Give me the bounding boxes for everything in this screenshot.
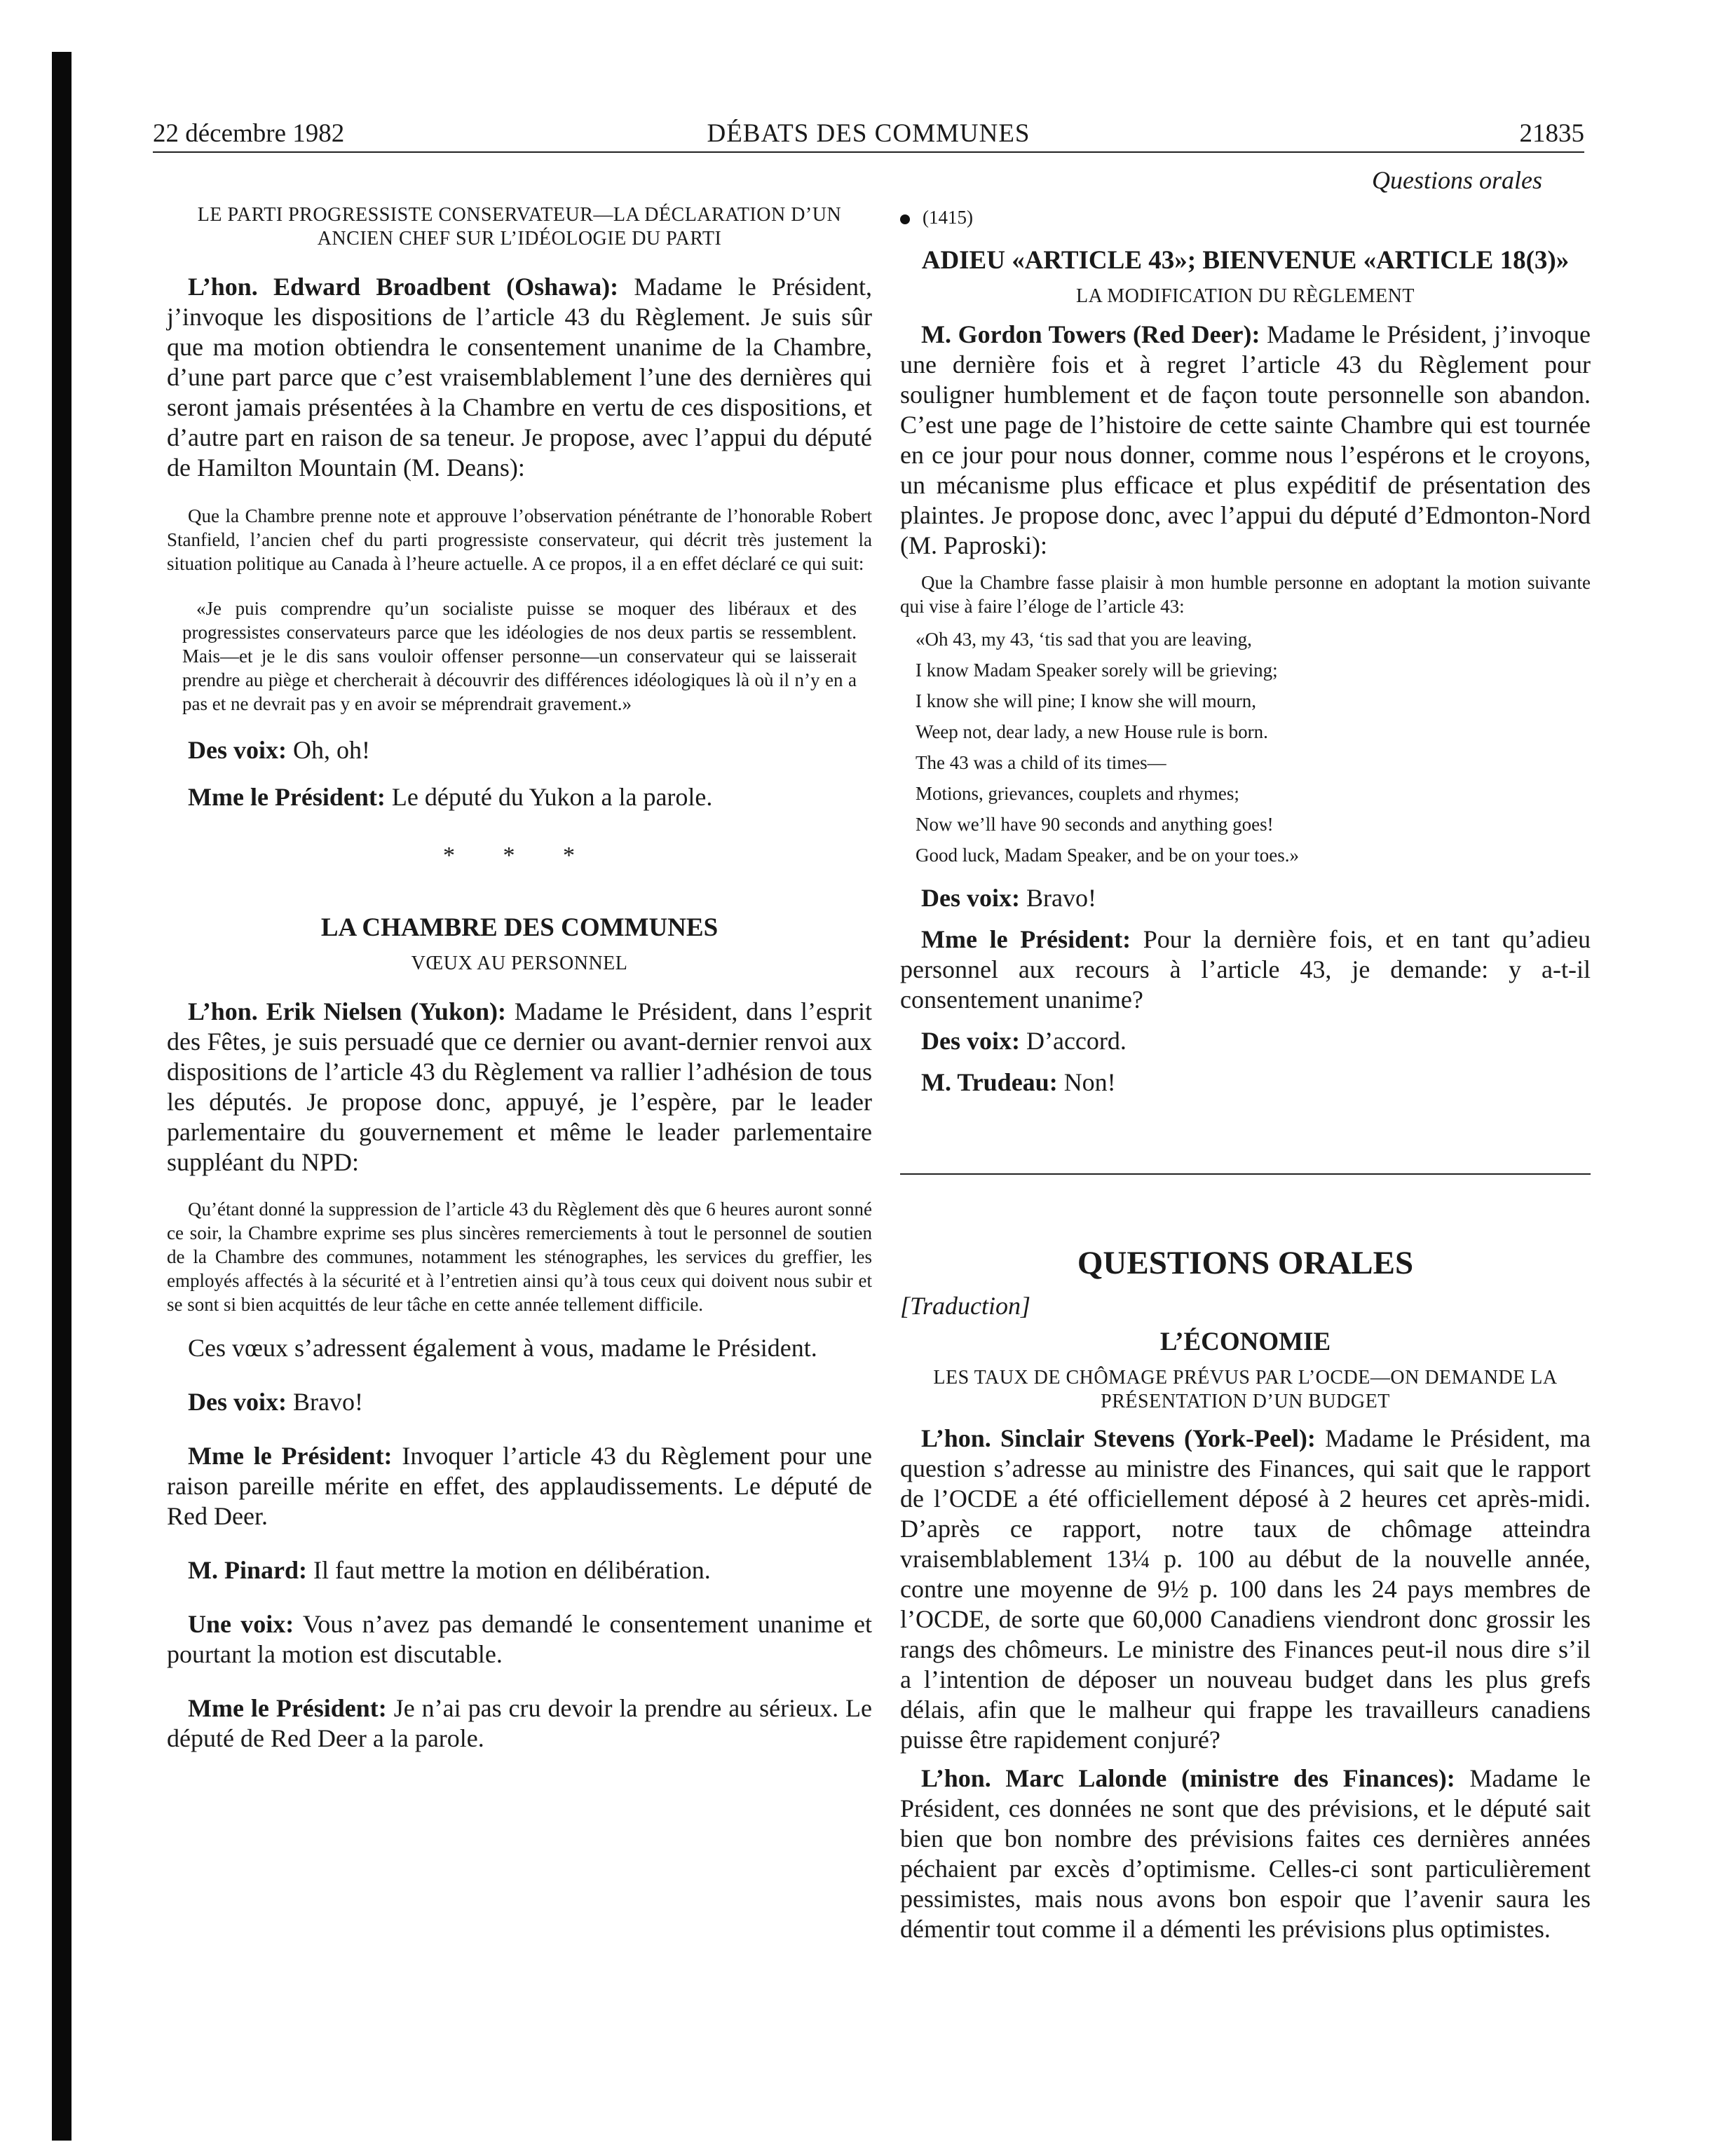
speech-text: Non! <box>1057 1068 1116 1096</box>
motion-text: Qu’étant donné la suppression de l’article 43 du Règlement dès que 6 heures auront sonné ce soir, la Chambre exprime ses plus sincères remerciements à tout le personnel de soutien de la Chambre des communes, notamment les sténographes, les services du greffier, les employés affectés à la sécurité et à l’entretien ainsi qu’à tous ceux qui doivent nous subir et se sont si bien acquittés de leur tâche en cette année tellement difficile. <box>167 1199 872 1315</box>
speech-paragraph <box>900 1763 1591 1944</box>
time-mark <box>900 203 1591 231</box>
poem-line: I know she will pine; I know she will mourn, <box>916 690 1256 711</box>
speech-paragraph <box>167 272 872 483</box>
speech-paragraph <box>167 1441 872 1531</box>
section-separator: * * * <box>443 842 596 868</box>
speech-text: Le député du Yukon a la parole. <box>385 783 713 811</box>
speaker-name: L’hon. Erik Nielsen (Yukon): <box>188 997 506 1025</box>
right-column <box>900 203 1591 1944</box>
speech-text: D’accord. <box>1019 1027 1127 1055</box>
section-subtitle: VŒUX AU PERSONNEL <box>411 953 628 974</box>
translation-note: [Traduction] <box>900 1292 1031 1320</box>
speaker-name: L’hon. Edward Broadbent (Oshawa): <box>188 273 619 301</box>
time-mark-text: (1415) <box>923 207 973 228</box>
speech-text: Il faut mettre la motion en délibération. <box>306 1556 711 1584</box>
speech-text: Madame le Président, ces données ne sont que des prévisions, et le député sait bien que bon nombre des prévisions faites ces dernières années péchaient par excès d’optimisme. Celles-ci sont particulièrement pessimistes, mais nous avons bon espoir que l’avenir saura les démentir tout comme il a démenti les prévisions plus optimistes. <box>900 1764 1591 1943</box>
speech-paragraph <box>167 1609 872 1670</box>
header-title: DÉBATS DES COMMUNES <box>707 119 1030 148</box>
running-head: Questions orales <box>1372 166 1542 194</box>
poem-line: Good luck, Madam Speaker, and be on your toes.» <box>916 845 1300 866</box>
speaker-name: M. Pinard: <box>188 1556 307 1584</box>
scan-left-border <box>52 52 72 2141</box>
page-header <box>153 112 1584 154</box>
speaker-name: Des voix: <box>921 884 1020 912</box>
speaker-name: L’hon. Sinclair Stevens (York-Peel): <box>921 1424 1316 1452</box>
speech-text: Je n’ai pas cru devoir la prendre au sérieux. Le député de Red Deer a la parole. <box>167 1694 873 1752</box>
section-title: L’ÉCONOMIE <box>1159 1328 1331 1356</box>
speech-paragraph <box>167 1387 872 1417</box>
speaker-name: Des voix: <box>188 736 287 764</box>
speaker-name: Mme le Président: <box>188 783 386 811</box>
speech-text: Madame le Président, j’invoque les dispositions de l’article 43 du Règlement. Je suis sûr que ma motion obtiendra le consentement unanime de la Chambre, d’une part parce que c’est vraisemblablement l’une des dernières qui seront jamais présentées à la Chambre en vertu de ces dispositions, et d’autre part en raison de sa teneur. Je propose, avec l’appui du député de Hamilton Mountain (M. Deans): <box>167 273 872 482</box>
poem <box>916 624 1591 871</box>
speech-paragraph <box>900 925 1591 1015</box>
poem-line: Now we’ll have 90 seconds and anything goes! <box>916 814 1274 835</box>
poem-line: I know Madam Speaker sorely will be grieving; <box>916 660 1278 681</box>
speech-paragraph <box>900 1424 1591 1755</box>
speech-paragraph <box>167 1555 872 1585</box>
speech-paragraph <box>900 320 1591 561</box>
header-date: 22 décembre 1982 <box>153 119 345 148</box>
speaker-name: Des voix: <box>188 1388 287 1416</box>
section-title: LE PARTI PROGRESSISTE CONSERVATEUR—LA DÉCLARATION D’UN ANCIEN CHEF SUR L’IDÉOLOGIE DU PARTI <box>197 204 842 250</box>
motion-text: Que la Chambre fasse plaisir à mon humble personne en adoptant la motion suivante qui vise à faire l’éloge de l’article 43: <box>900 572 1591 617</box>
section-title: ADIEU «ARTICLE 43»; BIENVENUE «ARTICLE 18(3)» <box>921 246 1570 275</box>
section-subtitle: LES TAUX DE CHÔMAGE PRÉVUS PAR L’OCDE—ON DEMANDE LA PRÉSENTATION D’UN BUDGET <box>933 1367 1558 1412</box>
speech-paragraph <box>167 997 872 1178</box>
speaker-name: Mme le Président: <box>188 1694 387 1722</box>
speech-text: Bravo! <box>1019 884 1096 912</box>
bullet-icon <box>900 214 910 224</box>
speech-paragraph <box>900 883 1591 913</box>
speaker-name: M. Gordon Towers (Red Deer): <box>921 320 1260 348</box>
speech-text: Oh, oh! <box>286 736 370 764</box>
quote-text: «Je puis comprendre qu’un socialiste puisse se moquer des libéraux et des progressistes conservateurs parce que les idéologies de nos deux partis se ressemblent. Mais—et je le dis sans vouloir offenser personne—un conservateur qui se laisserait prendre au piège et chercherait à découvrir des différences idéologiques là où il n’y en a pas et ne devrait pas y en avoir se méprendrait gravement.» <box>182 598 857 714</box>
speech-text: Vous n’avez pas demandé le consentement unanime et pourtant la motion est discutable. <box>167 1610 872 1668</box>
speech-paragraph <box>900 1026 1591 1056</box>
speaker-name: Mme le Président: <box>921 925 1131 953</box>
speech-text: Madame le Président, ma question s’adresse au ministre des Finances, qui sait que le rapport de l’OCDE a été officiellement déposé à 2 heures cet après-midi. D’après ce rapport, notre taux de chômage atteindra vraisemblablement 13¼ p. 100 au début de la nouvelle année, contre une moyenne de 9½ p. 100 dans les 24 pays membres de l’OCDE, de sorte que 60,000 Canadiens viendront donc grossir les rangs des chômeurs. Le ministre des Finances peut-il nous dire s’il a l’intention de déposer un nouveau budget dans les plus grefs délais, afin que le malheur qui frappe les travailleurs canadiens puisse être rapidement conjuré? <box>900 1424 1591 1754</box>
section-subtitle: LA MODIFICATION DU RÈGLEMENT <box>1076 285 1415 307</box>
poem-line: «Oh 43, my 43, ‘tis sad that you are leaving, <box>916 629 1252 650</box>
speaker-name: Des voix: <box>921 1027 1020 1055</box>
speech-paragraph <box>900 1067 1591 1098</box>
speaker-name: L’hon. Marc Lalonde (ministre des Finances): <box>921 1764 1455 1792</box>
speech-paragraph: Ces vœux s’adressent également à vous, madame le Président. <box>188 1334 817 1362</box>
poem-line: Weep not, dear lady, a new House rule is born. <box>916 721 1268 742</box>
section-title: QUESTIONS ORALES <box>1077 1245 1414 1281</box>
section-divider <box>900 1173 1591 1175</box>
speech-paragraph <box>167 735 872 765</box>
header-rule <box>153 151 1584 153</box>
speaker-name: Mme le Président: <box>188 1442 393 1470</box>
poem-line: Motions, grievances, couplets and rhymes; <box>916 783 1239 804</box>
speech-text: Bravo! <box>286 1388 363 1416</box>
speaker-name: Une voix: <box>188 1610 294 1638</box>
speech-paragraph <box>167 782 872 812</box>
section-title: LA CHAMBRE DES COMMUNES <box>320 913 719 942</box>
poem-line: The 43 was a child of its times— <box>916 752 1166 773</box>
speaker-name: M. Trudeau: <box>921 1068 1058 1096</box>
motion-text: Que la Chambre prenne note et approuve l’observation pénétrante de l’honorable Robert Stanfield, l’ancien chef du parti progressiste conservateur, qui décrit très justement la situation politique au Canada à l’heure actuelle. A ce propos, il a en effet déclaré ce qui suit: <box>167 505 872 574</box>
speech-text: Madame le Président, dans l’esprit des Fêtes, je suis persuadé que ce dernier ou avant-dernier renvoi aux dispositions de l’article 43 du Règlement va rallier l’adhésion de tous les députés. Je propose donc, appuyé, je l’espère, par le leader parlementaire du gouvernement et même le leader parlementaire suppléant du NPD: <box>167 997 872 1176</box>
speech-text: Pour la dernière fois, et en tant qu’adieu personnel aux recours à l’article 43, je demande: y a-t-il consentement unanime? <box>900 925 1591 1014</box>
header-page-number: 21835 <box>1519 119 1584 148</box>
speech-text: Invoquer l’article 43 du Règlement pour une raison pareille mérite en effet, des applaudissements. Le député de Red Deer. <box>167 1442 872 1530</box>
speech-text: Madame le Président, j’invoque une dernière fois et à regret l’article 43 du Règlement pour souligner humblement et de façon toute personnelle son abandon. C’est une page de l’histoire de cette sainte Chambre qui est tournée en ce jour pour nous donner, comme nous l’espérons et le croyons, un mécanisme plus efficace et plus expéditif de présentation des plaintes. Je propose donc, avec l’appui du député d’Edmonton-Nord (M. Paproski): <box>900 320 1591 559</box>
speech-paragraph <box>167 1693 872 1754</box>
left-column <box>167 203 872 1754</box>
